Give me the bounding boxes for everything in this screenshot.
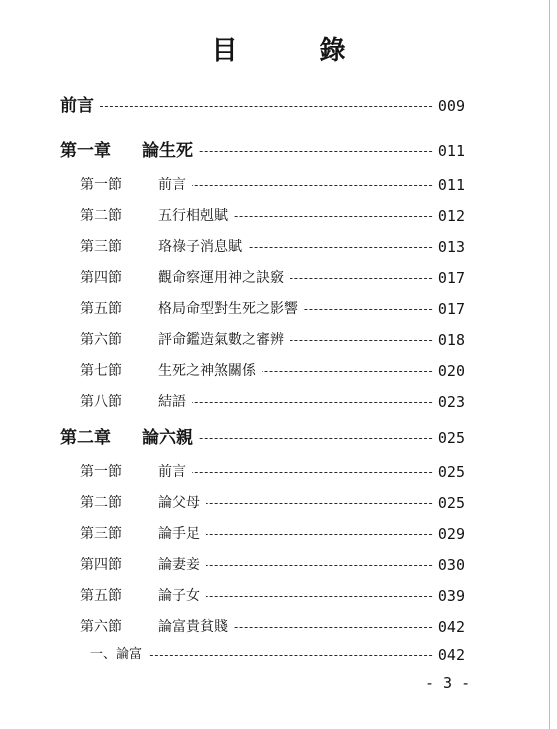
entry-page-number: 023 (434, 391, 465, 413)
entry-title: 結語 (158, 394, 186, 410)
toc-entry (0, 267, 557, 289)
toc-entry-label (80, 523, 206, 545)
entry-page-number: 011 (434, 174, 465, 196)
section-number: 第七節 (80, 363, 122, 379)
toc-entry-label (80, 585, 206, 607)
dot-leader (80, 106, 457, 107)
toc-entry (0, 329, 557, 351)
toc-entry (0, 391, 557, 413)
entry-page-number: 030 (434, 554, 465, 576)
toc-entry-label (80, 616, 234, 638)
entry-page-number: 017 (434, 298, 465, 320)
toc-entry (0, 523, 557, 545)
entry-title: 論子女 (158, 588, 200, 604)
toc-entry (0, 554, 557, 576)
page-number-footer: - 3 - (425, 674, 471, 692)
toc-entry-label (90, 644, 148, 666)
toc-entry-label (80, 360, 262, 382)
section-number: 第一節 (80, 464, 122, 480)
toc-entry-label (60, 140, 199, 162)
toc-entry (0, 492, 557, 514)
entry-page-number: 013 (434, 236, 465, 258)
section-number: 第二節 (80, 208, 122, 224)
entry-page-number: 009 (434, 95, 465, 117)
entry-title: 論富貴貧賤 (158, 619, 228, 635)
section-number: 第六節 (80, 332, 122, 348)
entry-page-number: 011 (434, 140, 465, 162)
toc-entry (0, 585, 557, 607)
toc-entry-label (80, 205, 234, 227)
toc-entry (0, 236, 557, 258)
toc-entry (0, 360, 557, 382)
toc-entry-label (80, 329, 290, 351)
toc-entry-label (60, 95, 100, 117)
section-number: 第三節 (80, 239, 122, 255)
entry-title: 論手足 (158, 526, 200, 542)
entry-page-number: 039 (434, 585, 465, 607)
section-number: 第二節 (80, 495, 122, 511)
toc-entry (0, 205, 557, 227)
entry-title: 珞祿子消息賦 (158, 239, 242, 255)
entry-page-number: 018 (434, 329, 465, 351)
toc-entry-label (80, 391, 192, 413)
chapter-number: 第一章 (60, 141, 111, 161)
entry-title: 論父母 (158, 495, 200, 511)
entry-page-number: 029 (434, 523, 465, 545)
entry-title: 前言 (158, 177, 186, 193)
entry-page-number: 042 (434, 644, 465, 666)
entry-title: 前言 (158, 464, 186, 480)
toc-entry (0, 298, 557, 320)
section-number: 第六節 (80, 619, 122, 635)
section-number: 第四節 (80, 557, 122, 573)
section-number: 第八節 (80, 394, 122, 410)
entry-title: 前言 (60, 96, 94, 116)
dot-leader (110, 655, 457, 656)
entry-page-number: 025 (434, 461, 465, 483)
entry-page-number: 025 (434, 492, 465, 514)
toc-entry-label (80, 554, 206, 576)
section-number: 第一節 (80, 177, 122, 193)
toc-entry (0, 174, 557, 196)
entry-title: 格局命型對生死之影響 (158, 301, 298, 317)
toc-entry (0, 95, 557, 117)
entry-page-number: 017 (434, 267, 465, 289)
toc-entry-label (60, 427, 199, 449)
toc-entry-label (80, 461, 192, 483)
toc-entry-label (80, 267, 290, 289)
toc-entry-label (80, 174, 192, 196)
toc-entry-label (80, 298, 304, 320)
entry-title: 論六親 (142, 428, 193, 448)
toc-entry (0, 427, 557, 449)
toc-entry-label (80, 492, 206, 514)
chapter-number: 第二章 (60, 428, 111, 448)
entry-title: 評命鑑造氣數之審辨 (158, 332, 284, 348)
toc-entry (0, 644, 557, 666)
entry-title: 論生死 (142, 141, 193, 161)
entry-title: 一、論富 (90, 647, 143, 662)
section-number: 第五節 (80, 301, 122, 317)
page-title: 目 錄 (211, 36, 374, 66)
section-number: 第四節 (80, 270, 122, 286)
entry-page-number: 025 (434, 427, 465, 449)
entry-page-number: 042 (434, 616, 465, 638)
entry-page-number: 012 (434, 205, 465, 227)
entry-title: 五行相剋賦 (158, 208, 228, 224)
toc-entry (0, 616, 557, 638)
toc-entry-label (80, 236, 248, 258)
section-number: 第三節 (80, 526, 122, 542)
section-number: 第五節 (80, 588, 122, 604)
entry-title: 觀命察運用神之訣竅 (158, 270, 284, 286)
entry-title: 論妻妾 (158, 557, 200, 573)
toc-entry (0, 140, 557, 162)
toc-entry (0, 461, 557, 483)
entry-title: 生死之神煞關係 (158, 363, 256, 379)
entry-page-number: 020 (434, 360, 465, 382)
